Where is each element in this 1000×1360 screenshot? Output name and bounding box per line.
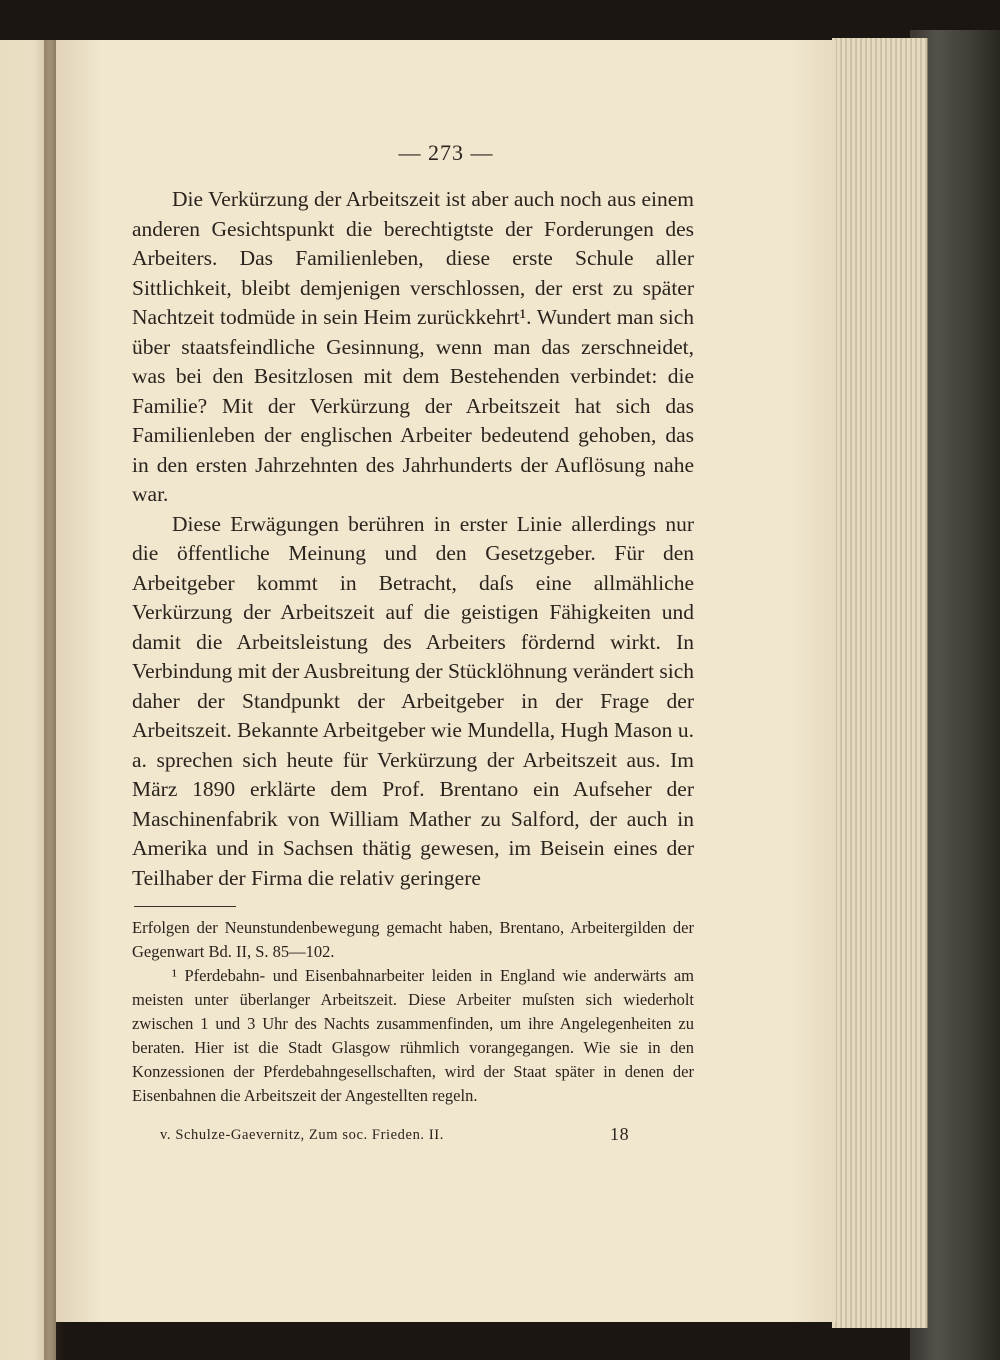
page-number: — 273 — [398,140,494,165]
page-block-edges [832,38,928,1328]
book-page [56,40,836,1322]
body-text [132,185,694,893]
footnote-rule [134,906,236,907]
paragraph-2: Diese Erwägungen berühren in erster Linie allerdings nur die öffentliche Meinung und den Gesetzgeber. Für den Arbeitgeber kommt in Betracht, daſs eine allmähliche Verkürzung der Arbeitszeit auf die geistigen Fähigkeiten und damit die Arbeitsleistung des Arbeiters fördernd wirkt. In Verbindung mit der Ausbreitung der Stücklöhnung verändert sich daher der Standpunkt der Arbeitgeber in der Frage der Arbeitszeit. Bekannte Arbeitgeber wie Mundella, Hugh Mason u. a. sprechen sich heute für Verkürzung der Arbeitszeit aus. Im März 1890 erklärte dem Prof. Brentano ein Aufseher der Maschinenfabrik von William Mather zu Salford, der auch in Amerika und in Sachsen thätig gewesen, im Beisein eines der Teilhaber der Firma die relativ geringere [132,511,694,890]
paragraph-1: Die Verkürzung der Arbeitszeit ist aber auch noch aus einem anderen Gesichtspunkt die berechtigtste der Forderungen des Arbeiters. Das Familienleben, diese erste Schule aller Sittlichkeit, bleibt demjenigen verschlossen, der erst zu später Nachtzeit todmüde in sein Heim zurückkehrt¹. Wundert man sich über staatsfeindliche Gesinnung, wenn man das zerschneidet, was bei den Besitzlosen mit dem Bestehenden verbindet: die Familie? Mit der Verkürzung der Arbeitszeit hat sich das Familienleben der englischen Arbeiter bedeutend gehoben, das in den ersten Jahrzehnten des Jahrhunderts der Auflösung nahe war. [132,187,694,506]
footnote-continuation: Erfolgen der Neunstundenbewegung gemacht haben, Brentano, Arbeitergilden der Gegenwart Bd. II, S. 85—102. [132,918,694,961]
sheet-number: 18 [610,1124,630,1144]
signature-text: v. Schulze-Gaevernitz, Zum soc. Frieden. II. [160,1127,444,1143]
footnotes [132,916,694,1108]
footnote-1: ¹ Pferdebahn- und Eisenbahnarbeiter leiden in England wie anderwärts am meisten unter überlanger Arbeitszeit. Diese Arbeiter muſsten sich wiederholt zwischen 1 und 3 Uhr des Nachts zusammenfinden, um ihre Angelegenheiten zu beraten. Hier ist die Stadt Glasgow rühmlich vorangegangen. Wie sie in den Konzessionen der Pferdebahngesellschaften, wird der Staat später in denen der Eisenbahnen die Arbeitszeit der Angestellten regeln. [132,966,694,1105]
printer-signature [160,1124,680,1144]
